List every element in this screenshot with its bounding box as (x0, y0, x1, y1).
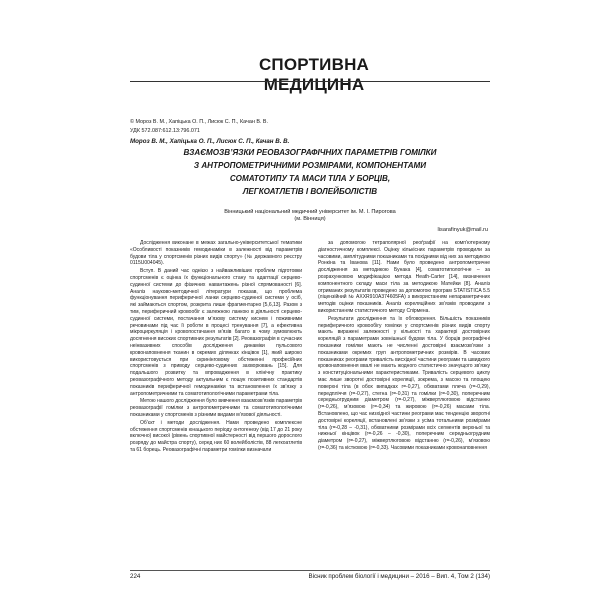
paragraph: Вступ. В даний час однією з найважливіших проблем підготовки спортсменів є оцінка їх функціонального стану та адаптації серцево-судинної системи до фізичних навантажень різної спрямованості [6]. Аналіз науково-методичної літератури показав, що проблема функціонування периферичної ланки серцево-судинної системи у осіб, які займаються спортом, розкрита лише фрагментарно [5,6,13]. Разом з тим, периферичний кровообіг є залежною ланкою в діяльності серцево-судинної системи, постачання м’язову систему киснем і поживними речовинами під час її роботи в процесі тренування [7], а ефективна мікроциркуляція і кровопостачання м’язів багато в чому зумовлюють досягнення високих спортивних результатів [2]. Реовазографія в сучасних неінвазивних способів дослідження динаміки пульсового кровонаповнення тканин в окремих ділянках кінцівок [1], який широко використовується при скринінговому обстеженні професійних спортсменів з приводу серцево-судинних захворювань [15]. Для подальшого розвитку та впровадження в клінічну практику реовазографічного методу актуальним є пошук позитивних стандартів показників периферичної гемодинаміки та встановлення їх зв’язку з антропометричними та соматотипологічними параметрами тіла. (130, 268, 302, 397)
paragraph: Метою нашого дослідження було вивчення взаємозв’язків параметрів реовазографії гомілки з антропометричними та соматотипологічними показниками у спортсменів з різними видами м’язової діяльності. (130, 398, 302, 418)
article-title-line: СОМАТОТИПУ ТА МАСИ ТІЛА У БОРЦІВ, (229, 174, 391, 183)
paragraph: Об’єкт і методи дослідження. Нами проведено комплексне обстеження спортсменів юнацького періоду онтогенезу (від 17 до 21 року включно) високої (рівень спортивної майстерності від першого дорослого розряду до майстра спорту), серед них 60 волейболістів, 88 легкоатлетів та 61 борець. Реовазографічні параметри гомілки визначали (130, 419, 302, 453)
section-title: СПОРТИВНА МЕДИЦИНА (258, 55, 370, 94)
affiliation-city: (м. Вінниця) (294, 216, 326, 222)
authors-line: Мороз В. М., Хапіцька О. П., Лисюк С. П., Качан В. В. (130, 138, 290, 145)
copyright-line: © Мороз В. М., Хапіцька О. П., Лисюк С. П., Качан В. В. (130, 119, 269, 125)
affiliation-name: Вінницький національний медичний університет ім. М. І. Пирогова (224, 209, 396, 215)
affiliation (140, 209, 480, 223)
article-title-line: З АНТРОПОМЕТРИЧНИМИ РОЗМІРАМИ, КОМПОНЕНТАМИ (193, 161, 427, 170)
author-email[interactable]: lisarafinyuk@mail.ru (437, 227, 488, 233)
paragraph: Результати дослідження та їх обговорення. Більшість показників периферичного кровообігу гомілки у спортсменів різних видів спорту мають виражені залежності у кількості та характері достовірних кореляцій з параметрами зовнішньої будови тіла. У борців реографічні показники гомілки мають не численні достовірні взаємозв’язки з показниками окремих груп антропометричних розмірів. В часових показниках реограми тривалість висхідної частини реограми та швидкого кровонаповнення ввалі не мають жодного статистично значущого зв’язку з конституціональними характеристиками. Тривалість серцевого циклу має лише зворотні достовірні кореляції, зокрема, з масою та площею поверхні тіла (в обох випадках r=-0,27), обхватами плеча (r=-0,29), передпліччя (r=-0,27), стегна (r=-0,31) та гомілки (r=-0,30), поперечним середньогрудним діаметром (r=-0,27), міжвертлюговою відстанню (r=-0,26), м’язовою (r=-0,34) та жировою (r=-0,26) масами тіла. Встановлено, що час низхідної частини реограми має тенденцію зворотні достовірні кореляції, встановлені зв’язки з усіма тотальними розмірами тіла (r=-0,28 – -0,31), обхватними розмірами всіх сегментів верхньої та нижньої кінцівок (r=-0,26 – -0,30), поперечним середньогрудним діаметром (r=-0,27), міжвертлюговою відстанню (r=-0,26), м’язовою (r=-0,36) та кістковою (r=-0,33). Часовими показниками кровонаповнення (318, 315, 490, 451)
article-title-line: ВЗАЄМОЗВ’ЯЗКИ РЕОВАЗОГРАФІЧНИХ ПАРАМЕТРІВ ГОМІЛКИ (183, 148, 437, 157)
article-title (140, 146, 480, 198)
udc-line: УДК 572.087:612.13:796.071 (130, 128, 200, 134)
footer-rule (130, 570, 490, 571)
right-column (318, 240, 490, 452)
paragraph: Дослідження виконане в межах загально-університетської тематики «Особливості показників гемодинаміки в залежності від параметрів будови тіла у спортсменів різних видів спорту» (№ державного реєстру 0115U004045). (130, 240, 302, 267)
page-number: 224 (130, 573, 141, 580)
section-rule (130, 81, 490, 82)
left-column (130, 240, 302, 454)
article-title-line: ЛЕГКОАТЛЕТІВ І ВОЛЕЙБОЛІСТІВ (242, 187, 378, 196)
journal-citation: Вісник проблем біології і медицини – 2016 – Вип. 4, Том 2 (134) (308, 573, 490, 580)
paragraph: за допомогою тетраполярної реоґрафії на комп’ютерному діагностичному комплексі. Оцінку кількісних параметрів проводили за часовими, амплітудними показниками та похідними від них за методикою Ронкіна та Іванова [11]. Нами було проведено антропометричне дослідження за методикою Бунака [4], соматотипологічне – за розрахунковою модифікацією метода Heath-Carter [14], визначення компонентного складу маси тіла за методикою Матейки [8]. Аналіз отриманих результатів проведено за допомогою програм STATISTICA 5.5 (ліцензійний № AXXR910A374605FA) з використанням непараметричних методів оцінки показників. Аналіз кореляційних зв’язків проводили з використанням статистичного методу Спірмена. (318, 240, 490, 314)
